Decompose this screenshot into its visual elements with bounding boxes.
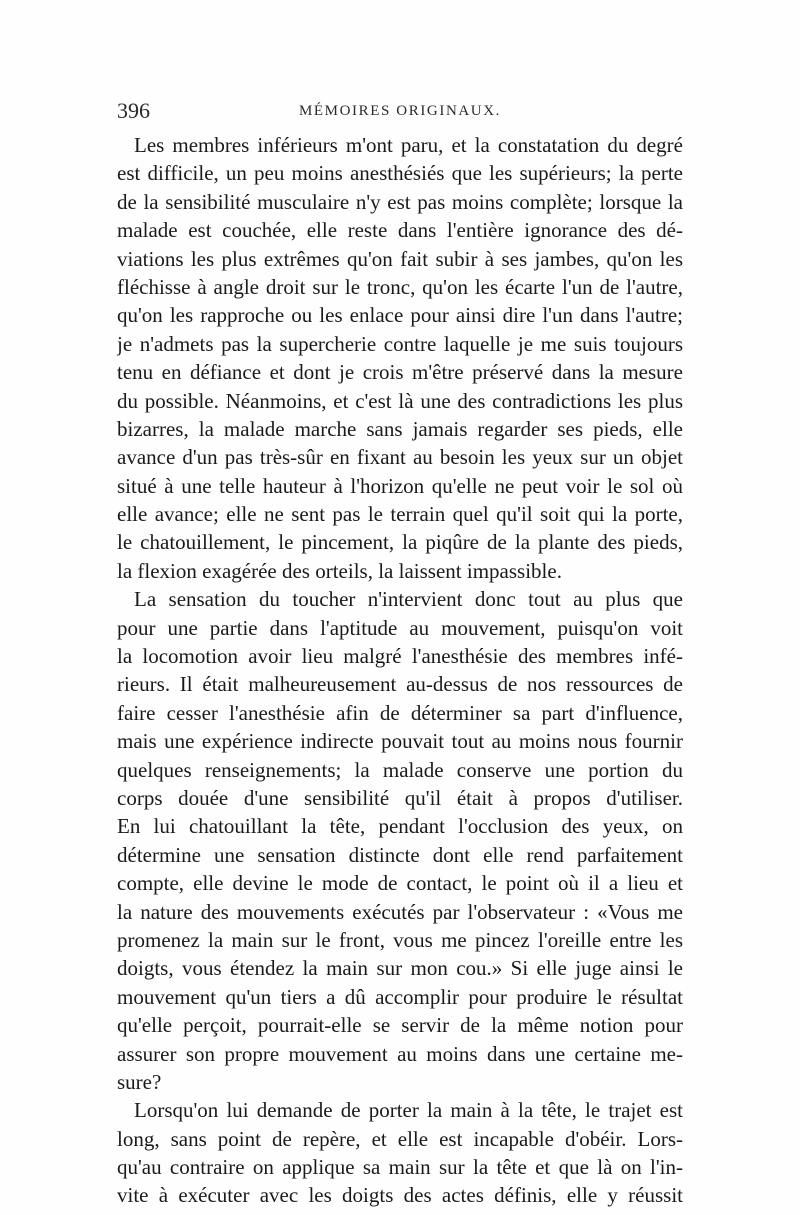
text-line: qu'elle perçoit, pourrait-elle se servir de la même notion pour bbox=[117, 1013, 683, 1038]
text-line: vite à exécuter avec les doigts des actes définis, elle y réussit bbox=[117, 1183, 683, 1208]
text-line: du possible. Néanmoins, et c'est là une des contradictions les plus bbox=[117, 388, 683, 413]
text-line: qu'au contraire on applique sa main sur la tête et que là on l'in- bbox=[117, 1155, 683, 1180]
text-line: fléchisse à angle droit sur le tronc, qu'on les écarte l'un de l'autre, bbox=[117, 274, 683, 299]
text-line: pour une partie dans l'aptitude au mouvement, puisqu'on voit bbox=[117, 615, 683, 640]
text-line: la locomotion avoir lieu malgré l'anesthésie des membres infé- bbox=[117, 644, 683, 669]
text-line: le chatouillement, le pincement, la piqûre de la plante des pieds, bbox=[117, 530, 683, 555]
text-line: doigts, vous étendez la main sur mon cou.» Si elle juge ainsi le bbox=[117, 956, 683, 981]
body-text bbox=[117, 131, 683, 1210]
page-number: 396 bbox=[117, 98, 150, 123]
text-line: En lui chatouillant la tête, pendant l'occlusion des yeux, on bbox=[117, 814, 683, 839]
text-line: bizarres, la malade marche sans jamais regarder ses pieds, elle bbox=[117, 416, 683, 441]
text-line: détermine une sensation distincte dont elle rend parfaitement bbox=[117, 842, 683, 867]
text-line: long, sans point de repère, et elle est incapable d'obéir. Lors- bbox=[117, 1126, 683, 1151]
text-line: Les membres inférieurs m'ont paru, et la constatation du degré bbox=[134, 133, 683, 157]
text-line: rieurs. Il était malheureusement au-dessus de nos ressources de bbox=[117, 672, 683, 697]
page-header bbox=[117, 98, 683, 124]
text-line: La sensation du toucher n'intervient donc tout au plus que bbox=[134, 587, 683, 612]
text-line: la flexion exagérée des orteils, la laissent impassible. bbox=[117, 558, 562, 583]
text-line: promenez la main sur le front, vous me pincez l'oreille entre les bbox=[117, 927, 683, 952]
text-line: qu'on les rapproche ou les enlace pour ainsi dire l'un dans l'autre; bbox=[117, 303, 683, 328]
text-line: la nature des mouvements exécutés par l'observateur : «Vous me bbox=[117, 899, 683, 924]
text-line: mais une expérience indirecte pouvait tout au moins nous fournir bbox=[117, 729, 683, 754]
text-line: corps douée d'une sensibilité qu'il était à propos d'utiliser. bbox=[117, 785, 683, 810]
text-line: est difficile, un peu moins anesthésiés que les supérieurs; la perte bbox=[117, 161, 683, 186]
text-line: malade est couchée, elle reste dans l'entière ignorance des dé- bbox=[117, 218, 683, 243]
running-title: MÉMOIRES ORIGINAUX. bbox=[298, 103, 502, 119]
text-line: compte, elle devine le mode de contact, le point où il a lieu et bbox=[117, 871, 683, 896]
text-line: mouvement qu'un tiers a dû accomplir pour produire le résultat bbox=[117, 984, 683, 1009]
text-line: de la sensibilité musculaire n'y est pas moins complète; lorsque la bbox=[117, 189, 683, 214]
text-line: sure? bbox=[117, 1069, 162, 1094]
text-line: assurer son propre mouvement au moins dans une certaine me- bbox=[117, 1041, 683, 1066]
text-line: je n'admets pas la supercherie contre laquelle je me suis toujours bbox=[117, 331, 683, 356]
text-line: avance d'un pas très-sûr en fixant au besoin les yeux sur un objet bbox=[117, 445, 683, 470]
text-line: quelques renseignements; la malade conserve une portion du bbox=[117, 757, 683, 782]
text-line: faire cesser l'anesthésie afin de déterminer sa part d'influence, bbox=[117, 700, 683, 725]
text-line: elle avance; elle ne sent pas le terrain quel qu'il soit qui la porte, bbox=[117, 502, 683, 527]
text-line: situé à une telle hauteur à l'horizon qu'elle ne peut voir le sol où bbox=[117, 473, 683, 498]
text-line: tenu en défiance et dont je crois m'être préservé dans la mesure bbox=[117, 360, 683, 385]
text-line: viations les plus extrêmes qu'on fait subir à ses jambes, qu'on les bbox=[117, 246, 683, 271]
text-line: Lorsqu'on lui demande de porter la main à la tête, le trajet est bbox=[134, 1098, 683, 1123]
